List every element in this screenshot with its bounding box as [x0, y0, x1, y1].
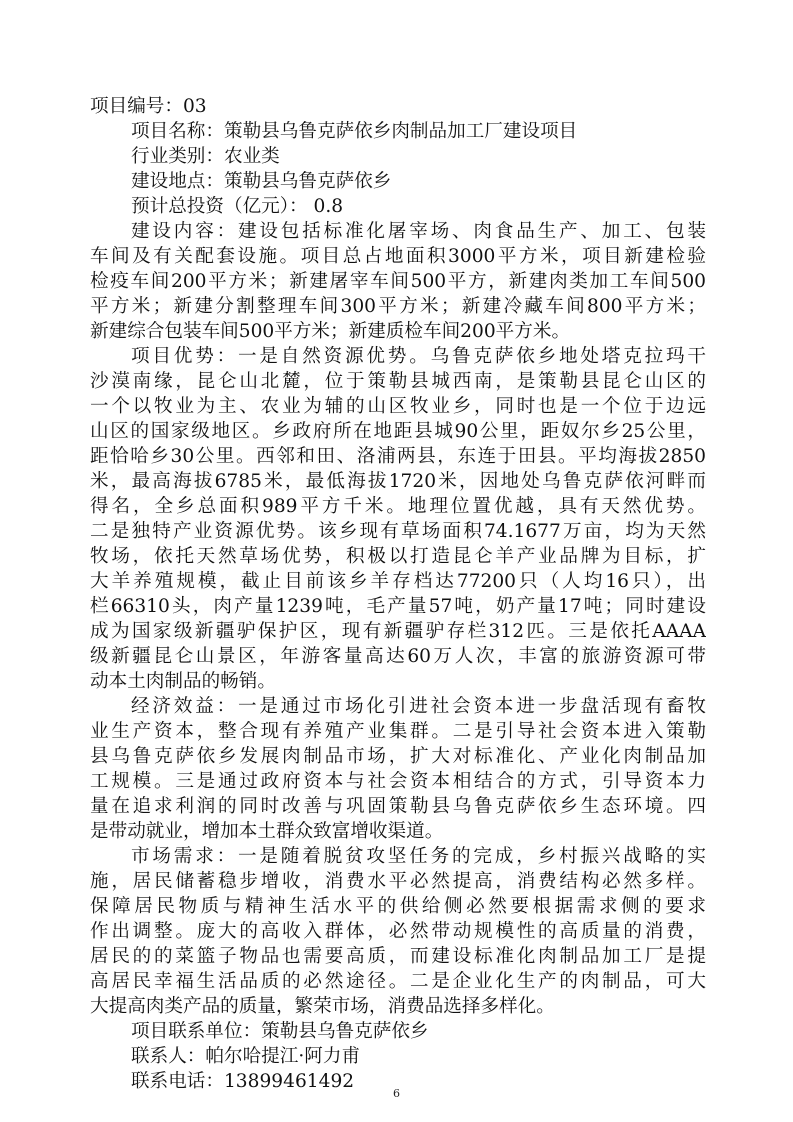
contact-fields: [90, 1019, 706, 1094]
paragraph-line: 动本土肉制品的畅销。: [90, 671, 276, 692]
paragraph-line: 项目优势：一是自然资源优势。乌鲁克萨依乡地处塔克拉玛干: [131, 346, 706, 367]
paragraph-line: 作出调整。庞大的高收入群体，必然带动规模性的高质量的消费，: [90, 921, 706, 942]
paragraph-line: 成为国家级新疆驴保护区，现有新疆驴存栏312匹。三是依托AAAA: [90, 621, 706, 642]
paragraph-line: 得名，全乡总面积989平方千米。地理位置优越，具有天然优势。: [90, 496, 706, 517]
paragraph-line: 级新疆昆仑山景区，年游客量高达60万人次，丰富的旅游资源可带: [90, 646, 706, 667]
paragraph-line: 检疫车间200平方米；新建屠宰车间500平方，新建肉类加工车间500: [90, 271, 706, 292]
contact-phone-field: 联系电话：13899461492: [131, 1071, 355, 1092]
paragraph-market-demand: [90, 844, 706, 1019]
paragraph-construction-content: [90, 219, 706, 344]
paragraph-line: 二是独特产业资源优势。该乡现有草场面积74.1677万亩，均为天然: [90, 521, 706, 542]
paragraph-line: 平方米；新建分割整理车间300平方米；新建冷藏车间800平方米；: [90, 296, 706, 317]
paragraph-line: 山区的国家级地区。乡政府所在地距县城90公里，距奴尔乡25公里，: [90, 421, 706, 442]
paragraph-line: 一个以牧业为主、农业为辅的山区牧业乡，同时也是一个位于边远: [90, 396, 706, 417]
industry-category-field: 行业类别：农业类: [131, 146, 280, 167]
paragraph-line: 距恰哈乡30公里。西邻和田、洛浦两县，东连于田县。平均海拔2850: [90, 446, 706, 467]
paragraph-line: 市场需求：一是随着脱贫攻坚任务的完成，乡村振兴战略的实: [131, 846, 706, 867]
contact-person-field: 联系人：帕尔哈提江·阿力甫: [131, 1046, 361, 1067]
paragraph-line: 经济效益：一是通过市场化引进社会资本进一步盘活现有畜牧: [131, 696, 706, 717]
document-body: [90, 94, 706, 1094]
paragraph-line: 沙漠南缘，昆仑山北麓，位于策勒县城西南，是策勒县昆仑山区的: [90, 371, 706, 392]
paragraph-line: 新建综合包装车间500平方米；新建质检车间200平方米。: [90, 321, 571, 342]
paragraph-economic-benefits: [90, 694, 706, 844]
paragraph-line: 是带动就业，增加本土群众致富增收渠道。: [90, 821, 444, 842]
estimated-investment-field: 预计总投资（亿元）： 0.8: [131, 196, 344, 217]
paragraph-line: 栏66310头，肉产量1239吨，毛产量57吨，奶产量17吨；同时建设: [90, 596, 706, 617]
paragraph-line: 业生产资本，整合现有养殖产业集群。二是引导社会资本进入策勒: [90, 721, 706, 742]
paragraph-line: 居民的的菜篮子物品也需要高质，而建设标准化肉制品加工厂是提: [90, 946, 706, 967]
paragraph-line: 米，最高海拔6785米，最低海拔1720米，因地处乌鲁克萨依河畔而: [90, 471, 706, 492]
paragraph-line: 保障居民物质与精神生活水平的供给侧必然要根据需求侧的要求: [90, 896, 706, 917]
paragraph-line: 量在追求利润的同时改善与巩固策勒县乌鲁克萨依乡生态环境。四: [90, 796, 706, 817]
paragraph-line: 大羊养殖规模，截止目前该乡羊存档达77200只（人均16只），出: [90, 571, 706, 592]
paragraph-line: 建设内容：建设包括标准化屠宰场、肉食品生产、加工、包装: [131, 221, 706, 242]
contact-unit-field: 项目联系单位：策勒县乌鲁克萨依乡: [131, 1021, 429, 1042]
project-number: 项目编号：03: [90, 96, 207, 117]
paragraph-line: 施，居民储蓄稳步增收，消费水平必然提高，消费结构必然多样。: [90, 871, 706, 892]
paragraph-line: 高居民幸福生活品质的必然途径。二是企业化生产的肉制品，可大: [90, 971, 706, 992]
construction-location-field: 建设地点：策勒县乌鲁克萨依乡: [131, 171, 392, 192]
paragraph-line: 大提高肉类产品的质量，繁荣市场，消费品选择多样化。: [90, 996, 555, 1017]
project-name-field: 项目名称：策勒县乌鲁克萨依乡肉制品加工厂建设项目: [131, 121, 578, 142]
paragraph-line: 工规模。三是通过政府资本与社会资本相结合的方式，引导资本力: [90, 771, 706, 792]
paragraph-line: 车间及有关配套设施。项目总占地面积3000平方米，项目新建检验: [90, 246, 706, 267]
page-number: 6: [393, 1087, 400, 1100]
paragraph-line: 牧场，依托天然草场优势，积极以打造昆仑羊产业品牌为目标，扩: [90, 546, 706, 567]
header-fields: [90, 119, 706, 219]
paragraph-project-advantages: [90, 344, 706, 694]
paragraph-line: 县乌鲁克萨依乡发展肉制品市场，扩大对标准化、产业化肉制品加: [90, 746, 706, 767]
